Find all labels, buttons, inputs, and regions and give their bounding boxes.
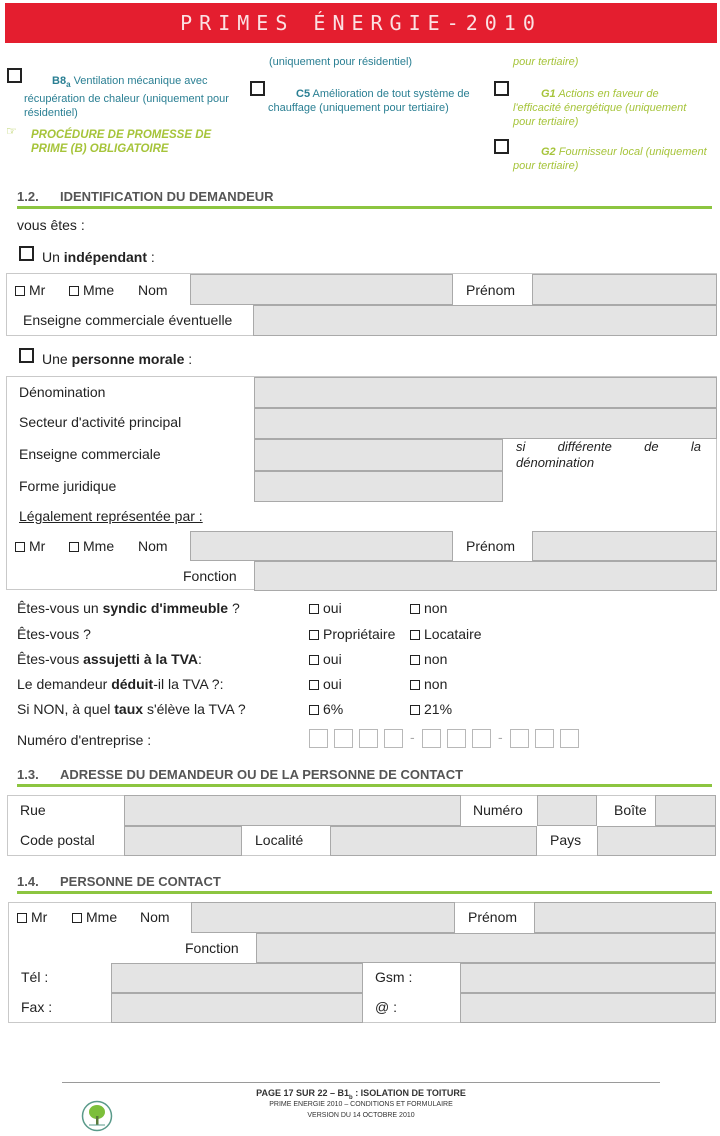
option-carryover-col3: pour tertiaire) <box>513 56 579 68</box>
digit-box[interactable] <box>384 729 403 748</box>
radio-mme[interactable]: Mme <box>69 282 114 298</box>
checkbox-icon <box>410 604 420 614</box>
option-b8 <box>24 74 239 120</box>
contact-radio-mr[interactable]: Mr <box>17 909 47 925</box>
taux-6[interactable]: 6% <box>309 701 343 717</box>
pointing-hand-icon: ☞ <box>6 124 17 138</box>
forme-juridique-label: Forme juridique <box>19 478 117 494</box>
section-number: 1.3. <box>17 767 39 782</box>
option-g1-text: Actions en faveur de l'efficacité énergétique (uniquement pour tertiaire) <box>513 88 687 128</box>
section-1-2-header <box>17 187 712 209</box>
statut-proprietaire[interactable]: Propriétaire <box>309 626 395 642</box>
section-title: ADRESSE DU DEMANDEUR OU DE LA PERSONNE DE CONTACT <box>60 767 464 782</box>
checkbox-icon <box>309 680 319 690</box>
checkbox-g2[interactable] <box>494 139 509 154</box>
pays-field[interactable] <box>597 826 716 856</box>
rep-nom-label: Nom <box>138 538 168 554</box>
question-assujetti: Êtes-vous assujetti à la TVA: <box>17 651 202 667</box>
secteur-label: Secteur d'activité principal <box>19 414 182 430</box>
digit-box[interactable] <box>309 729 328 748</box>
checkbox-icon <box>410 705 420 715</box>
option-g2 <box>513 145 718 173</box>
option-c5-code: C5 <box>296 88 311 100</box>
digit-box[interactable] <box>334 729 353 748</box>
rep-fonction-label: Fonction <box>183 568 237 584</box>
localite-label: Localité <box>255 832 304 848</box>
footer-doc-title: PRIME ENERGIE 2010 – CONDITIONS ET FORMULAIRE <box>269 1101 453 1108</box>
contact-nom-field[interactable] <box>191 902 455 933</box>
enseigne-commerciale-field[interactable] <box>254 439 503 471</box>
digit-box[interactable] <box>422 729 441 748</box>
contact-prenom-field[interactable] <box>534 902 716 933</box>
rep-prenom-label: Prénom <box>466 538 516 554</box>
digit-box[interactable] <box>510 729 529 748</box>
digit-box[interactable] <box>535 729 554 748</box>
checkbox-icon <box>309 604 319 614</box>
option-b8-text: Ventilation mécanique avec récupération de chaleur (uniquement pour résidentiel) <box>24 75 229 120</box>
fax-label: Fax : <box>21 999 53 1015</box>
question-statut: Êtes-vous ? <box>17 626 91 642</box>
assujetti-non[interactable]: non <box>410 651 447 667</box>
radio-rep-mme[interactable]: Mme <box>69 538 114 554</box>
option-b8-code: B8 <box>52 75 67 87</box>
enseigne-commerciale-label: Enseigne commerciale <box>19 446 161 462</box>
section-number: 1.4. <box>17 874 39 889</box>
numero-field[interactable] <box>537 795 597 826</box>
gsm-field[interactable] <box>460 963 716 993</box>
numero-entreprise-label: Numéro d'entreprise : <box>17 732 152 748</box>
separator: - <box>410 729 415 745</box>
option-g1-code: G1 <box>541 88 556 100</box>
checkbox-icon <box>72 913 82 923</box>
syndic-non[interactable]: non <box>410 600 447 616</box>
tel-label: Tél : <box>21 969 49 985</box>
digit-box[interactable] <box>447 729 466 748</box>
syndic-oui[interactable]: oui <box>309 600 342 616</box>
enseigne-eventuelle-label: Enseigne commerciale éventuelle <box>23 312 233 328</box>
assujetti-oui[interactable]: oui <box>309 651 342 667</box>
deduit-non[interactable]: non <box>410 676 447 692</box>
deduit-oui[interactable]: oui <box>309 676 342 692</box>
digit-box[interactable] <box>359 729 378 748</box>
section-1-4-header <box>17 872 712 894</box>
denomination-field[interactable] <box>254 377 717 408</box>
checkbox-icon <box>410 630 420 640</box>
pays-label: Pays <box>550 832 582 848</box>
option-g1 <box>513 87 708 129</box>
checkbox-b8[interactable] <box>7 68 22 83</box>
footer-divider <box>62 1082 660 1083</box>
taux-21[interactable]: 21% <box>410 701 452 717</box>
independant-label: Un indépendant : <box>42 249 155 265</box>
checkbox-icon <box>15 542 25 552</box>
section-title: IDENTIFICATION DU DEMANDEUR <box>60 189 274 204</box>
enseigne-eventuelle-field[interactable] <box>253 305 717 336</box>
option-carryover-col2: (uniquement pour résidentiel) <box>269 56 413 68</box>
checkbox-icon <box>309 705 319 715</box>
code-postal-label: Code postal <box>20 832 95 848</box>
statut-locataire[interactable]: Locataire <box>410 626 482 642</box>
nom-field[interactable] <box>190 274 453 305</box>
option-b8-sub: a <box>66 80 71 90</box>
forme-juridique-field[interactable] <box>254 471 503 502</box>
numero-label: Numéro <box>473 802 523 818</box>
rue-label: Rue <box>20 802 46 818</box>
section-title: PERSONNE DE CONTACT <box>60 874 221 889</box>
contact-radio-mme[interactable]: Mme <box>72 909 117 925</box>
notice-line2: PRIME (B) OBLIGATOIRE <box>31 143 169 155</box>
denomination-label: Dénomination <box>19 384 106 400</box>
enseigne-note: si différente de la dénomination <box>516 439 701 470</box>
footer-version: VERSION DU 14 OCTOBRE 2010 <box>307 1112 415 1119</box>
prenom-field[interactable] <box>532 274 717 305</box>
rue-field[interactable] <box>124 795 461 826</box>
checkbox-independant[interactable] <box>19 246 34 261</box>
vous-etes-label: vous êtes : <box>17 217 85 233</box>
notice-line1: PROCÉDURE DE PROMESSE DE <box>31 129 212 141</box>
question-syndic: Êtes-vous un syndic d'immeuble ? <box>17 600 240 616</box>
section-number: 1.2. <box>17 189 39 204</box>
personne-morale-label: Une personne morale : <box>42 351 193 367</box>
digit-box[interactable] <box>560 729 579 748</box>
section-1-3-header <box>17 765 712 787</box>
checkbox-icon <box>410 655 420 665</box>
contact-fonction-field[interactable] <box>256 933 716 963</box>
option-g2-text: Fournisseur local (uniquement pour tertiaire) <box>513 146 707 172</box>
rep-fonction-field[interactable] <box>254 561 717 591</box>
prenom-label: Prénom <box>466 282 516 298</box>
checkbox-icon <box>17 913 27 923</box>
checkbox-icon <box>309 655 319 665</box>
represente-label: Légalement représentée par : <box>19 508 203 524</box>
contact-prenom-label: Prénom <box>468 909 518 925</box>
option-g2-code: G2 <box>541 146 556 158</box>
checkbox-icon <box>309 630 319 640</box>
digit-box[interactable] <box>472 729 491 748</box>
tel-field[interactable] <box>111 963 363 993</box>
email-field[interactable] <box>460 993 716 1023</box>
rep-prenom-field[interactable] <box>532 531 717 561</box>
nom-label: Nom <box>138 282 168 298</box>
contact-fonction-label: Fonction <box>185 940 239 956</box>
rep-nom-field[interactable] <box>190 531 453 561</box>
checkbox-g1[interactable] <box>494 81 509 96</box>
footer-page-info: PAGE 17 SUR $22 - B1_b$ : ISOLATION DE TOITURE <box>256 1088 466 1101</box>
header-title: PRIMES ÉNERGIE-2010 <box>180 11 542 35</box>
boite-label: Boîte <box>614 802 647 818</box>
email-label: @ : <box>375 999 397 1015</box>
header-banner <box>5 3 717 43</box>
checkbox-icon <box>15 286 25 296</box>
option-c5-text: Amélioration de tout système de chauffage (uniquement pour tertiaire) <box>268 88 470 114</box>
localite-field[interactable] <box>330 826 537 856</box>
radio-rep-mr[interactable]: Mr <box>15 538 45 554</box>
question-deduit: Le demandeur déduit-il la TVA ?: <box>17 676 224 692</box>
checkbox-icon <box>410 680 420 690</box>
secteur-field[interactable] <box>254 408 717 439</box>
separator: - <box>498 729 503 745</box>
radio-mr[interactable]: Mr <box>15 282 45 298</box>
checkbox-personne-morale[interactable] <box>19 348 34 363</box>
checkbox-c5[interactable] <box>250 81 265 96</box>
checkbox-icon <box>69 542 79 552</box>
boite-field[interactable] <box>655 795 716 826</box>
fax-field[interactable] <box>111 993 363 1023</box>
question-taux: Si NON, à quel taux s'élève la TVA ? <box>17 701 246 717</box>
notice-procedure <box>31 128 211 156</box>
gsm-label: Gsm : <box>375 969 413 985</box>
option-c5 <box>268 87 473 115</box>
checkbox-icon <box>69 286 79 296</box>
code-postal-field[interactable] <box>124 826 242 856</box>
contact-nom-label: Nom <box>140 909 170 925</box>
